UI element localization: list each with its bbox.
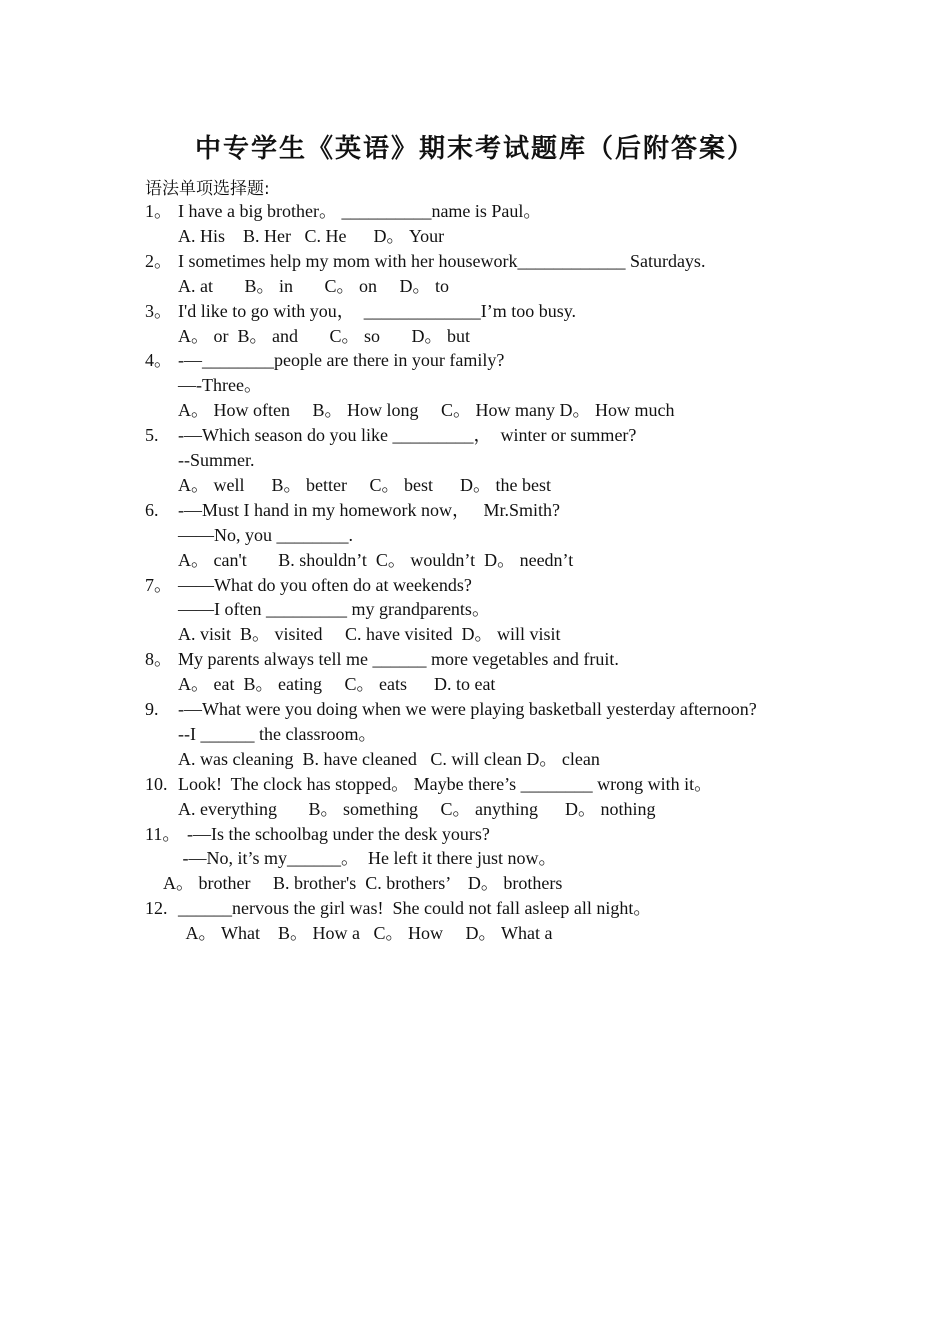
question-text: --Summer.: [178, 450, 255, 470]
question-text: --I ______ the classroom。: [178, 723, 377, 744]
answer-options: A. was cleaning B. have cleaned C. will clean D。 clean: [178, 748, 600, 769]
question-number: 3。: [145, 300, 172, 321]
answer-options: A. His B. Her C. He D。 Your: [178, 225, 445, 246]
question-number: 5.: [145, 425, 159, 446]
answer-options: A. at B。 in C。 on D。 to: [178, 275, 450, 296]
question-number: 12.: [145, 898, 168, 919]
question-number: 6.: [145, 499, 159, 520]
question-number: 10.: [145, 773, 168, 794]
question-number: 4。: [145, 350, 172, 371]
question-number: 8。: [145, 649, 172, 670]
answer-options: A. everything B。 something C。 anything D。 nothing: [178, 798, 656, 819]
question-text: -—Which season do you like _________， winter or summer?: [178, 425, 637, 446]
question-text: -—What were you doing when we were playing basketball yesterday afternoon?: [178, 699, 757, 719]
question-text: ______nervous the girl was! She could not fall asleep all night。: [178, 898, 652, 919]
question-text: —-Three。: [178, 375, 262, 396]
question-text: I have a big brother。 __________name is Paul。: [178, 201, 542, 221]
answer-options: A。 can't B. shouldn’t C。 wouldn’t D。 needn’t: [178, 549, 574, 570]
question-number: 1。: [145, 201, 172, 221]
question-text: My parents always tell me ______ more vegetables and fruit.: [178, 649, 619, 670]
question-text: ——What do you often do at weekends?: [178, 574, 472, 595]
answer-options: A。 What B。 How a C。 How D。 What a: [182, 923, 553, 944]
question-text: ——I often _________ my grandparents。: [178, 599, 490, 620]
question-number: 2。: [145, 250, 172, 271]
answer-options: A. visit B。 visited C. have visited D。 will visit: [178, 624, 561, 645]
question-text: ——No, you ________.: [178, 524, 353, 545]
question-text: Look! The clock has stopped。 Maybe there’s ________ wrong with it。: [178, 773, 713, 794]
question-number: 7。: [145, 574, 172, 595]
answer-options: A。 or B。 and C。 so D。 but: [178, 325, 470, 346]
question-text: -—No, it’s my______。 He left it there just now。: [178, 848, 557, 869]
question-number: 9.: [145, 699, 159, 719]
answer-options: A。 well B。 better C。 best D。 the best: [178, 474, 551, 495]
page-title: 中专学生《英语》期末考试题库（后附答案）: [194, 134, 755, 164]
question-number: 11。: [145, 823, 181, 844]
answer-options: A。 brother B. brother's C. brothers’ D。 brothers: [163, 873, 563, 894]
answer-options: A。 eat B。 eating C。 eats D. to eat: [178, 674, 496, 695]
question-text: -—________people are there in your family?: [178, 350, 505, 371]
question-text: -—Is the schoolbag under the desk yours?: [178, 823, 490, 844]
question-text: -—Must I hand in my homework now， Mr.Smith?: [178, 499, 560, 520]
question-text: I sometimes help my mom with her housework____________ Saturdays.: [178, 250, 706, 271]
answer-options: A。 How often B。 How long C。 How many D。 How much: [178, 400, 675, 421]
section-heading: 语法单项选择题:: [145, 179, 270, 199]
question-text: I'd like to go with you， _____________I’m too busy.: [178, 300, 577, 321]
